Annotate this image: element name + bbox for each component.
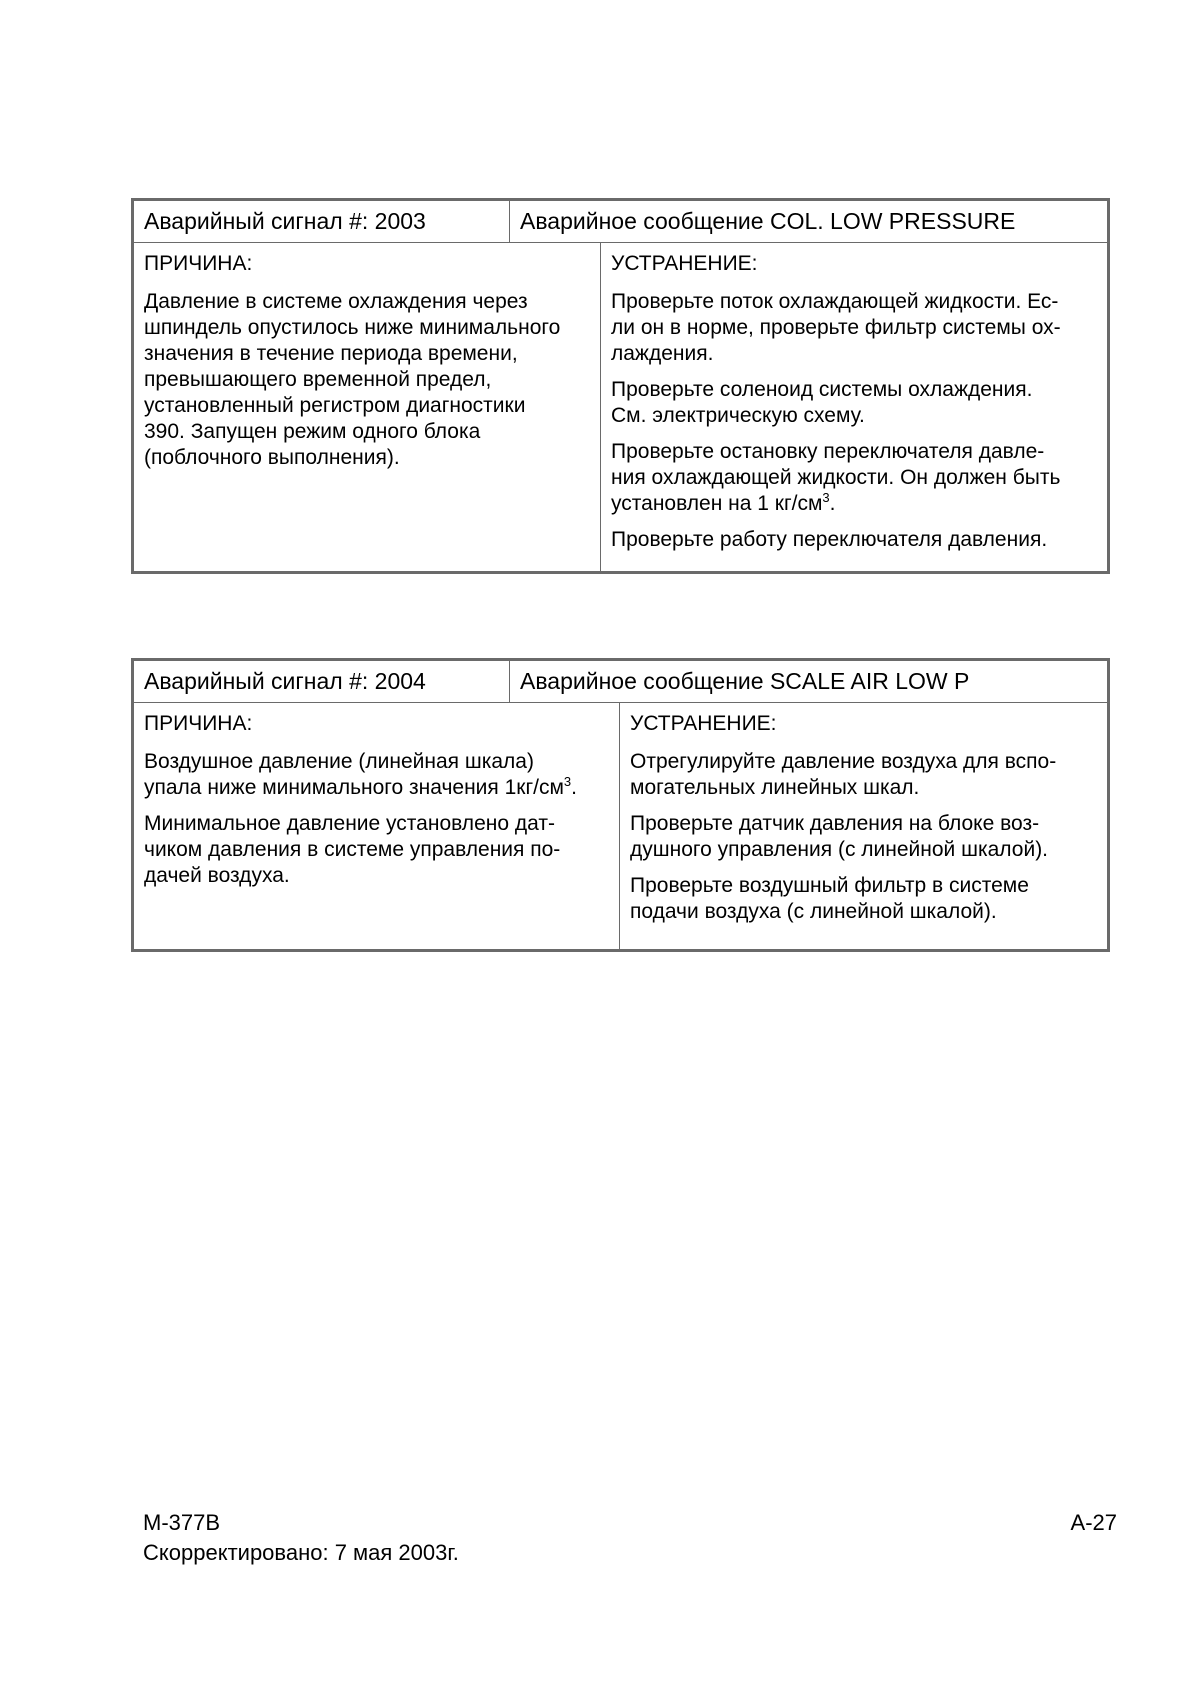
- text-line: ния охлаждающей жидкости. Он должен быть: [611, 466, 1061, 489]
- alarm-table-2004: [131, 658, 1110, 952]
- text-line: Проверьте соленоид системы охлаждения.: [611, 378, 1033, 401]
- remedy-title: УСТРАНЕНИЕ:: [630, 712, 777, 735]
- text-line: (поблочного выполнения).: [144, 446, 400, 469]
- remedy-paragraph: [611, 527, 1097, 553]
- cause-paragraph: [144, 811, 609, 889]
- text-fragment: упала ниже минимального значения 1кг/см: [144, 776, 564, 799]
- remedy-column: [620, 703, 1107, 949]
- text-line: Отрегулируйте давление воздуха для вспо-: [630, 750, 1057, 773]
- text-line-with-superscript: [144, 775, 609, 801]
- cause-column: [134, 243, 601, 571]
- document-code: M-377B: [143, 1510, 221, 1535]
- cause-paragraph: [144, 749, 609, 801]
- text-line: превышающего временной предел,: [144, 368, 492, 391]
- text-line: Давление в системе охлаждения через: [144, 290, 528, 313]
- text-line: чиком давления в системе управления по-: [144, 838, 561, 861]
- text-fragment: установлен на 1 кг/см: [611, 492, 823, 515]
- text-line: шпиндель опустилось ниже минимального: [144, 316, 561, 339]
- text-line: Проверьте поток охлаждающей жидкости. Ес-: [611, 290, 1059, 313]
- alarm-header: [134, 661, 1107, 703]
- text-line: установленный регистром диагностики: [144, 394, 526, 417]
- remedy-paragraph: [630, 811, 1097, 863]
- text-line: ли он в норме, проверьте фильтр системы ох-: [611, 316, 1061, 339]
- remedy-paragraph: [630, 749, 1097, 801]
- alarm-body: [134, 243, 1107, 571]
- remedy-paragraph: [611, 439, 1097, 517]
- remedy-paragraph: [611, 377, 1097, 429]
- alarm-number: Аварийный сигнал #: 2003: [134, 201, 510, 242]
- text-line: Проверьте работу переключателя давления.: [611, 528, 1048, 551]
- text-line: Проверьте воздушный фильтр в системе: [630, 874, 1029, 897]
- alarm-body: [134, 703, 1107, 949]
- cause-title: ПРИЧИНА:: [144, 252, 253, 275]
- page-number: A-27: [1070, 1510, 1117, 1535]
- superscript: 3: [822, 490, 830, 505]
- cause-title: ПРИЧИНА:: [144, 712, 253, 735]
- alarm-message: Аварийное сообщение SCALE AIR LOW P: [520, 668, 970, 694]
- text-line-with-superscript: [611, 491, 1097, 517]
- cause-paragraph: [144, 289, 590, 471]
- text-line: могательных линейных шкал.: [630, 776, 920, 799]
- remedy-column: [601, 243, 1107, 571]
- text-line: Минимальное давление установлено дат-: [144, 812, 555, 835]
- text-fragment: .: [829, 492, 836, 515]
- text-line: 390. Запущен режим одного блока: [144, 420, 481, 443]
- text-line: душного управления (с линейной шкалой).: [630, 838, 1049, 861]
- text-line: значения в течение периода времени,: [144, 342, 518, 365]
- revision-date: Скорректировано: 7 мая 2003г.: [143, 1540, 459, 1565]
- superscript: 3: [563, 774, 572, 789]
- text-line: подачи воздуха (с линейной шкалой).: [630, 900, 997, 923]
- remedy-title: УСТРАНЕНИЕ:: [611, 252, 758, 275]
- text-fragment: .: [571, 776, 577, 799]
- text-line: См. электрическую схему.: [611, 404, 865, 427]
- text-line: лаждения.: [611, 342, 714, 365]
- page-footer-right: [1071, 1508, 1117, 1538]
- page-footer-left: [143, 1508, 459, 1568]
- alarm-table-2003: [131, 198, 1110, 574]
- cause-column: [134, 703, 620, 949]
- text-line: Проверьте датчик давления на блоке воз-: [630, 812, 1040, 835]
- alarm-header: [134, 201, 1107, 243]
- alarm-number: Аварийный сигнал #: 2004: [134, 661, 510, 702]
- text-line: дачей воздуха.: [144, 864, 290, 887]
- text-line: Воздушное давление (линейная шкала): [144, 750, 534, 773]
- remedy-paragraph: [611, 289, 1097, 367]
- alarm-message: Аварийное сообщение COL. LOW PRESSURE: [520, 208, 1016, 234]
- remedy-paragraph: [630, 873, 1097, 925]
- text-line: Проверьте остановку переключателя давле-: [611, 440, 1045, 463]
